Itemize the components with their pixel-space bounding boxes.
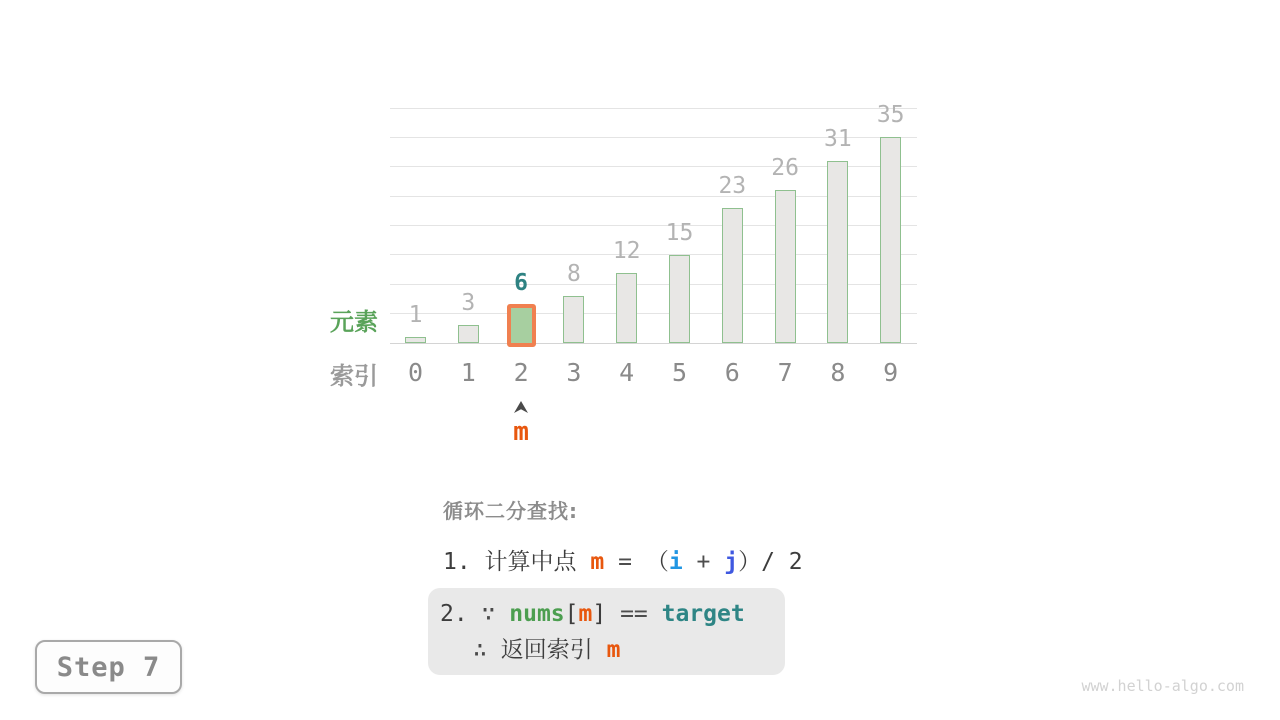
index-label: 5 [671,358,688,387]
index-label: 7 [777,358,793,387]
index-label: 1 [460,358,476,387]
annotation-highlight-box [428,588,785,675]
gridline [390,108,917,109]
bar [563,296,584,343]
text-segment: 2. [440,601,482,627]
text-segment: m [606,637,621,663]
element-axis-label: 元素 [330,308,378,336]
annotation-title: 循环二分查找: [443,499,578,523]
bar [827,161,848,343]
text-segment: target [661,601,745,627]
annotation-box-line-1 [440,596,785,632]
text-segment: （ [645,549,669,575]
bar [880,137,901,343]
bar-value-label-highlighted: 6 [514,269,529,296]
index-label: 8 [830,358,846,387]
bar [669,255,690,343]
pointer-m-label: m [513,417,529,447]
bar [775,190,796,343]
text-segment: 1. [443,549,485,575]
index-row [390,358,917,390]
index-axis-label: 索引 [330,362,378,390]
index-label: 4 [619,358,635,387]
text-segment: nums [509,601,565,627]
bar-value-label: 12 [612,237,641,264]
text-segment: + [682,549,725,575]
bar [722,208,743,343]
bar-value-label: 35 [876,102,905,129]
bar-value-label: 15 [665,219,694,246]
watermark: www.hello-algo.com [1081,677,1244,695]
bar-value-label: 26 [771,155,799,182]
bar-value-label: 23 [718,172,747,199]
text-segment: 计算中点 [484,549,591,575]
bar [458,325,479,343]
index-label: 6 [724,358,740,387]
bar-highlighted [507,304,536,347]
bar [616,273,637,344]
text-segment: ∴ [473,637,501,663]
bar-value-label: 8 [566,261,581,287]
text-segment: j [724,549,739,575]
index-label: 0 [407,358,424,387]
text-segment: 返回索引 [500,637,607,663]
text-segment: == [606,601,662,627]
text-segment: ] [592,601,607,627]
bar-chart-plot-area [390,102,917,343]
bar-value-label: 31 [824,125,852,152]
bar [405,337,426,343]
annotation-box-line-2 [473,632,785,668]
text-segment: [ [564,601,579,627]
text-segment: m [578,601,593,627]
bar-value-label: 1 [408,302,423,329]
bar-value-label: 3 [461,290,476,317]
caret-up-icon [514,398,528,417]
text-segment: = [604,549,646,575]
step-badge [35,640,182,694]
annotation-line-1 [443,544,803,580]
text-segment: m [590,549,605,575]
text-segment: / 2 [761,549,803,575]
text-segment: ∵ [481,601,510,627]
index-label: 2 [513,358,529,387]
step-badge-label: Step 7 [56,651,161,683]
index-label: 3 [566,358,582,387]
text-segment: i [668,549,683,575]
index-label: 9 [883,358,899,387]
text-segment: ） [738,549,762,575]
